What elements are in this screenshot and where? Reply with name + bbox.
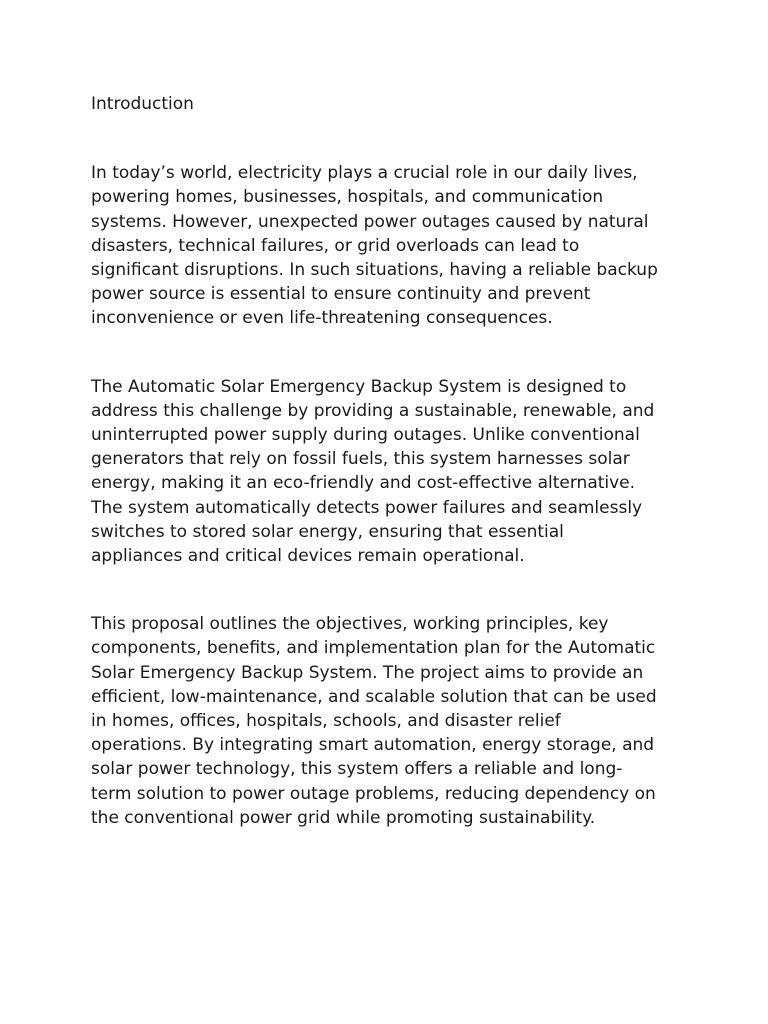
text-line: components, benefits, and implementation plan for the Automatic [91,638,656,659]
spacer [91,568,691,612]
section-heading: Introduction [91,94,194,114]
text-line: power source is essential to ensure continuity and prevent [91,284,591,305]
paragraph-1 [91,161,691,330]
text-line: efficient, low-maintenance, and scalable solution that can be used [91,686,657,707]
text-line: disasters, technical failures, or grid overloads can lead to [91,235,580,256]
text-line: systems. However, unexpected power outages caused by natural [91,211,649,232]
text-line: the conventional power grid while promoting sustainability. [91,807,596,828]
text-line: powering homes, businesses, hospitals, and communication [91,187,604,208]
text-line: The system automatically detects power failures and seamlessly [91,497,643,518]
text-line: solar power technology, this system offers a reliable and long- [91,759,623,780]
text-line: appliances and critical devices remain operational. [91,546,525,567]
text-line: address this challenge by providing a sustainable, renewable, and [91,400,655,421]
text-line: In today’s world, electricity plays a crucial role in our daily lives, [91,163,638,184]
text-line: Solar Emergency Backup System. The project aims to provide an [91,662,644,683]
text-line: term solution to power outage problems, reducing dependency on [91,783,656,804]
text-line: significant disruptions. In such situations, having a reliable backup [91,260,658,281]
text-line: This proposal outlines the objectives, working principles, key [91,614,609,635]
text-line: The Automatic Solar Emergency Backup System is designed to [91,376,627,397]
spacer [91,331,691,375]
text-line: switches to stored solar energy, ensuring that essential [91,521,564,542]
document-body [91,92,691,830]
paragraph-3 [91,612,691,830]
text-line: inconvenience or even life-threatening consequences. [91,308,553,329]
paragraph-2 [91,375,691,569]
text-line: energy, making it an eco-friendly and cost-effective alternative. [91,473,636,494]
spacer [91,116,691,161]
text-line: uninterrupted power supply during outages. Unlike conventional [91,425,640,446]
text-line: generators that rely on fossil fuels, this system harnesses solar [91,449,630,470]
text-line: operations. By integrating smart automation, energy storage, and [91,735,655,756]
text-line: in homes, offices, hospitals, schools, and disaster relief [91,711,561,732]
